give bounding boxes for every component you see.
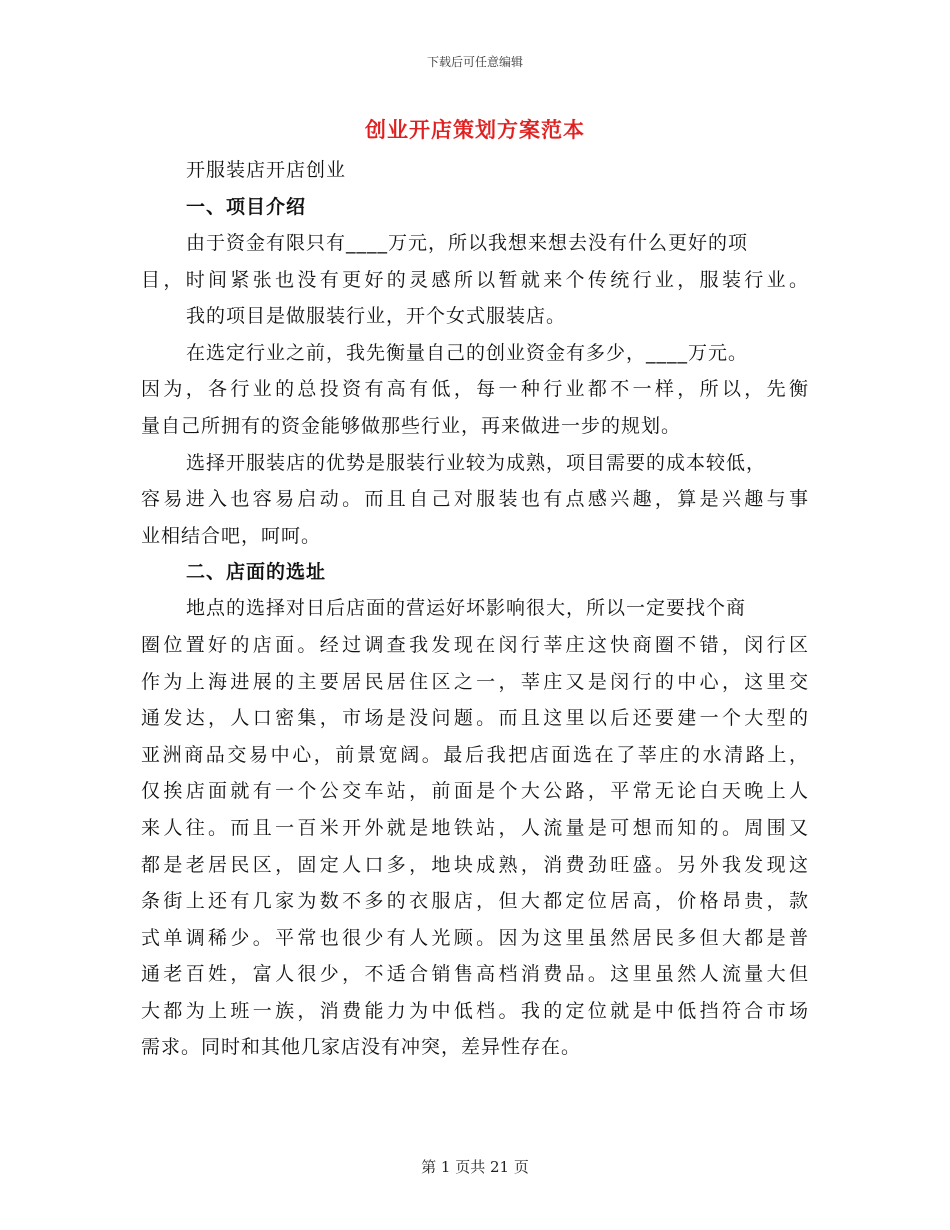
paragraph-line: 地点的选择对日后店面的营运好坏影响很大，所以一定要找个商 — [186, 597, 747, 620]
paragraph-line: 作为上海进展的主要居民居住区之一，莘庄又是闵行的中心，这里交 — [141, 670, 809, 693]
paragraph-line: 亚洲商品交易中心，前景宽阔。最后我把店面选在了莘庄的水清路上， — [141, 743, 809, 766]
paragraph-line: 由于资金有限只有____万元，所以我想来想去没有什么更好的项 — [186, 232, 749, 254]
paragraph-line: 通老百姓，富人很少，不适合销售高档消费品。这里虽然人流量大但 — [141, 963, 809, 986]
paragraph-line: 都是老居民区，固定人口多，地块成熟，消费劲旺盛。另外我发现这 — [141, 853, 809, 876]
section-heading-project-intro: 一、项目介绍 — [186, 196, 307, 218]
paragraph-line: 目，时间紧张也没有更好的灵感所以暂就来个传统行业，服装行业。 — [141, 268, 809, 291]
section-heading-store-location: 二、店面的选址 — [186, 561, 327, 584]
paragraph-line: 来人往。而且一百米开外就是地铁站，人流量是可想而知的。周围又 — [141, 816, 809, 839]
paragraph-line: 条街上还有几家为数不多的衣服店，但大都定位居高，价格昂贵，款 — [141, 890, 809, 913]
paragraph-line: 圈位置好的店面。经过调查我发现在闵行莘庄这快商圈不错，闵行区 — [141, 633, 809, 656]
paragraph-line: 在选定行业之前，我先衡量自己的创业资金有多少，____万元。 — [186, 341, 749, 364]
paragraph-line: 需求。同时和其他几家店没有冲突，差异性存在。 — [141, 1036, 582, 1059]
paragraph-line: 大都为上班一族，消费能力为中低档。我的定位就是中低挡符合市场 — [141, 999, 809, 1022]
document-subtitle: 开服装店开店创业 — [186, 159, 347, 181]
paragraph-line: 因为，各行业的总投资有高有低，每一种行业都不一样，所以，先衡 — [141, 378, 809, 401]
document-body — [141, 152, 809, 1066]
paragraph-line: 量自己所拥有的资金能够做那些行业，再来做进一步的规划。 — [141, 414, 682, 437]
header-note: 下载后可任意编辑 — [426, 55, 523, 69]
page-number: 第 1 页共 21 页 — [421, 1158, 529, 1176]
document-title: 创业开店策划方案范本 — [365, 118, 585, 142]
paragraph-line: 仅挨店面就有一个公交车站，前面是个大公路，平常无论白天晚上人 — [141, 780, 809, 803]
paragraph-line: 通发达，人口密集，市场是没问题。而且这里以后还要建一个大型的 — [141, 707, 809, 730]
paragraph-line: 我的项目是做服装行业，开个女式服装店。 — [186, 305, 567, 328]
paragraph-line: 容易进入也容易启动。而且自己对服装也有点感兴趣，算是兴趣与事 — [141, 488, 809, 511]
paragraph-line: 业相结合吧，呵呵。 — [141, 524, 322, 547]
paragraph-line: 选择开服装店的优势是服装行业较为成熟，项目需要的成本较低， — [186, 451, 767, 474]
paragraph-line: 式单调稀少。平常也很少有人光顾。因为这里虽然居民多但大都是普 — [141, 926, 809, 949]
